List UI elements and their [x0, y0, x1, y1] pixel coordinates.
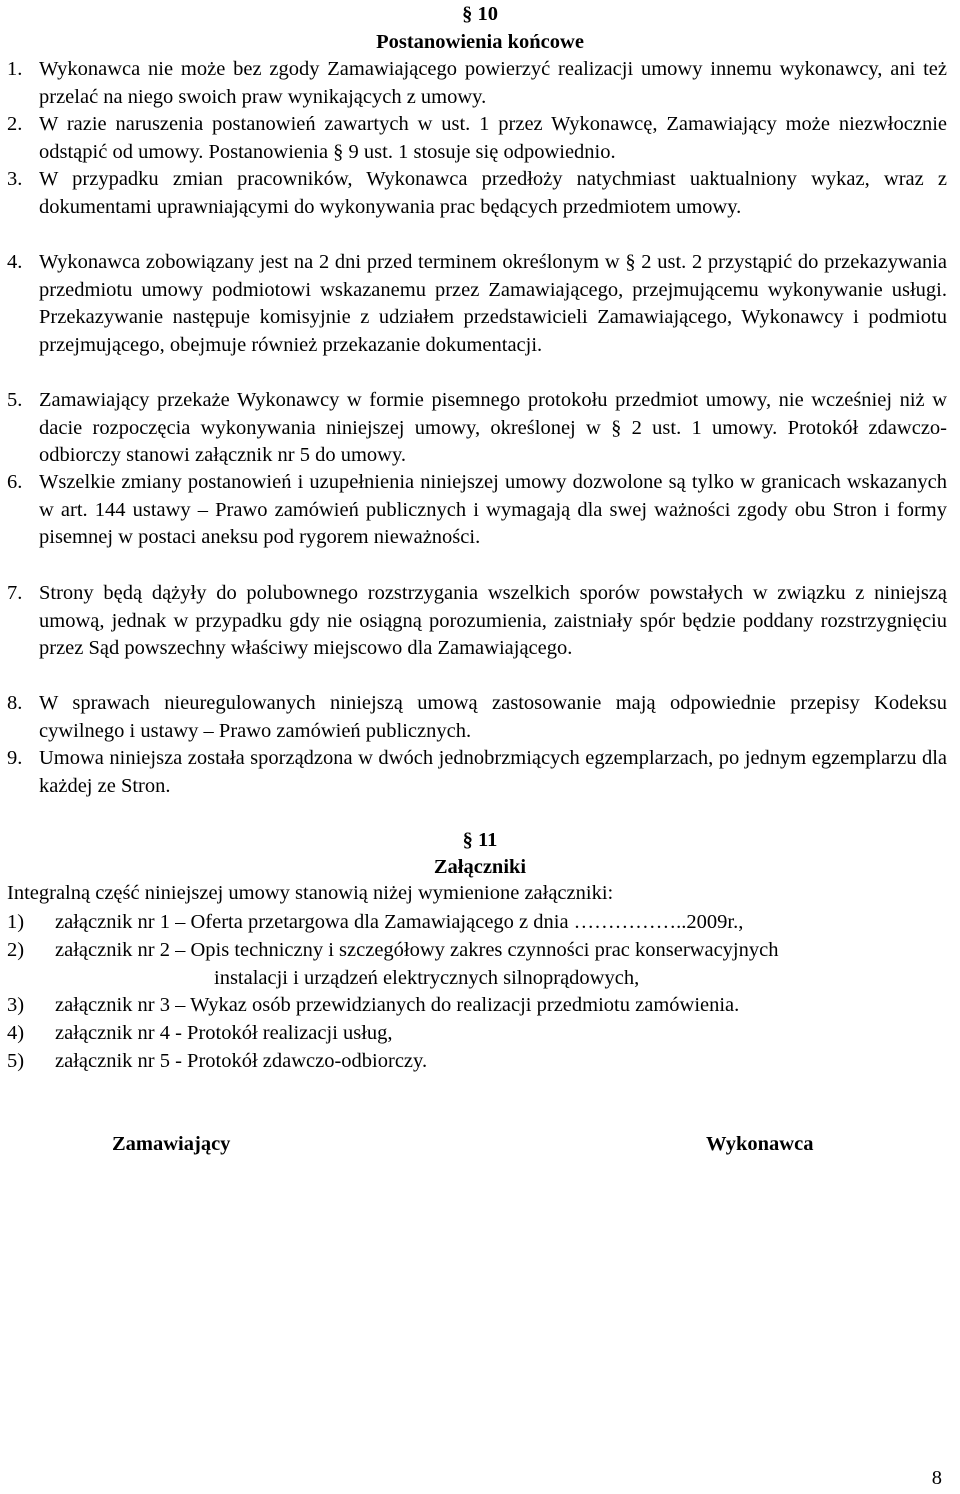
clause-number: 2. — [7, 113, 23, 135]
clause-7 — [7, 580, 947, 663]
clause-text: Wykonawca nie może bez zgody Zamawiającego powierzyć realizacji umowy innemu wykonawcy, ani też przelać na niego swoich praw wynikających z umowy. — [39, 58, 947, 108]
clause-text: W sprawach nieuregulowanych niniejszą umową zastosowanie mają odpowiednie przepisy Kodeksu cywilnego i ustawy – Prawo zamówień publicznych. — [39, 692, 947, 742]
attachment-4 — [7, 1019, 947, 1047]
attachment-text: załącznik nr 1 – Oferta przetargowa dla Zamawiającego z dnia ……………..2009r., — [55, 911, 744, 933]
clause-text: Zamawiający przekaże Wykonawcy w formie pisemnego protokołu przedmiot umowy, nie wcześniej niż w dacie rozpoczęcia wykonywania niniejszej umowy, określonej w § 2 ust. 1 umowy. Protokół zdawczo-odbiorczy stanowi załącznik nr 5 do umowy. — [39, 389, 947, 467]
clause-3 — [7, 166, 947, 221]
attachment-3 — [7, 991, 947, 1019]
section-11-number: § 11 — [462, 829, 498, 851]
attachment-number: 1) — [7, 911, 25, 933]
clause-text: Strony będą dążyły do polubownego rozstrzygania wszelkich sporów powstałych w związku z niniejszą umową, jednak w przypadku gdy nie osiągną porozumienia, zaistniały spór będzie poddany rozstrzygnięciu przez Sąd powszechny właściwy miejscowo dla Zamawiającego. — [39, 582, 947, 660]
clause-number: 6. — [7, 471, 23, 493]
attachment-number: 5) — [7, 1050, 25, 1072]
clause-text: W razie naruszenia postanowień zawartych w ust. 1 przez Wykonawcę, Zamawiający może niezwłocznie odstąpić od umowy. Postanowienia § 9 ust. 1 stosuje się odpowiednio. — [39, 113, 947, 163]
clause-text: Wykonawca zobowiązany jest na 2 dni przed terminem określonym w § 2 ust. 2 przystąpić do przekazywania przedmiotu umowy podmiotowi wskazanemu przez Zamawiającego, przejmującemu wykonywanie usługi. Przekazywanie następuje komisyjnie z udziałem przedstawicieli Zamawiającego, Wykonawcy i podmiotu przejmującego, obejmuje również przekazanie dokumentacji. — [39, 251, 947, 356]
clause-1 — [7, 56, 947, 111]
attachment-number: 4) — [7, 1022, 25, 1044]
signature-contractor: Wykonawca — [706, 1133, 814, 1155]
clause-5 — [7, 387, 947, 470]
attachment-text: załącznik nr 2 – Opis techniczny i szczegółowy zakres czynności prac konserwacyjnych — [55, 939, 779, 961]
signature-ordering-party: Zamawiający — [112, 1133, 231, 1155]
section-11-title: Załączniki — [433, 856, 527, 878]
clause-2 — [7, 111, 947, 166]
clause-9 — [7, 745, 947, 800]
clause-text: W przypadku zmian pracowników, Wykonawca przedłoży natychmiast uaktualniony wykaz, wraz z dokumentami uprawniającymi do wykonywania prac będących przedmiotem umowy. — [39, 168, 947, 218]
clause-6 — [7, 469, 947, 552]
attachment-number: 2) — [7, 939, 25, 961]
clause-number: 7. — [7, 582, 23, 604]
attachment-text-continued: instalacji i urządzeń elektrycznych silnoprądowych, — [214, 967, 640, 989]
clause-number: 5. — [7, 389, 23, 411]
attachment-5 — [7, 1047, 947, 1075]
clause-8 — [7, 690, 947, 745]
attachment-number: 3) — [7, 994, 25, 1016]
clause-number: 1. — [7, 58, 23, 80]
attachments-intro: Integralną część niniejszej umowy stanowią niżej wymienione załączniki: — [7, 882, 614, 904]
attachment-text: załącznik nr 3 – Wykaz osób przewidzianych do realizacji przedmiotu zamówienia. — [55, 994, 740, 1016]
clause-text: Wszelkie zmiany postanowień i uzupełnienia niniejszej umowy dozwolone są tylko w granicach wskazanych w art. 144 ustawy – Prawo zamówień publicznych i wymagają dla swej ważności zgody obu Stron i formy pisemnej w postaci aneksu pod rygorem nieważności. — [39, 471, 947, 549]
attachment-2 — [7, 936, 947, 992]
clause-number: 3. — [7, 168, 23, 190]
clause-text: Umowa niniejsza została sporządzona w dwóch jednobrzmiących egzemplarzach, po jednym egzemplarzu dla każdej ze Stron. — [39, 747, 947, 797]
clause-number: 9. — [7, 747, 23, 769]
attachment-text: załącznik nr 5 - Protokół zdawczo-odbiorczy. — [55, 1050, 428, 1072]
section-10-number: § 10 — [462, 3, 498, 25]
clause-number: 8. — [7, 692, 23, 714]
page-number: 8 — [931, 1467, 942, 1489]
clause-number: 4. — [7, 251, 23, 273]
attachment-1 — [7, 908, 947, 936]
section-10-title: Postanowienia końcowe — [376, 31, 584, 53]
attachment-text: załącznik nr 4 - Protokół realizacji usług, — [55, 1022, 393, 1044]
clause-4 — [7, 249, 947, 359]
